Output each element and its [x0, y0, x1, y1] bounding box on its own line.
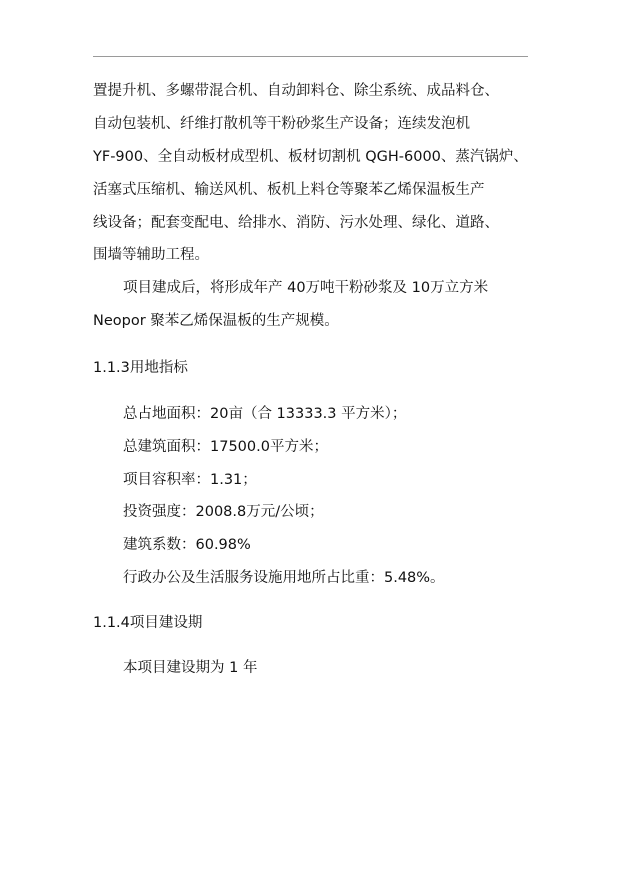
- body-line-5: 线设备；配套变配电、给排水、消防、污水处理、绿化、道路、: [93, 215, 499, 231]
- land-item-plot-ratio: 项目容积率：1.31；: [123, 472, 257, 488]
- section-heading-1-1-3: 1.1.3用地指标: [93, 360, 188, 376]
- summary-line-2: Neopor 聚苯乙烯保温板的生产规模。: [93, 313, 339, 329]
- section-heading-1-1-4: 1.1.4项目建设期: [93, 615, 203, 631]
- land-item-investment-intensity: 投资强度：2008.8万元/公顷；: [123, 504, 324, 520]
- summary-line-1: 项目建成后，将形成年产 40万吨干粉砂浆及 10万立方米: [123, 280, 489, 296]
- header-rule: [93, 56, 528, 57]
- body-line-6: 围墙等辅助工程。: [93, 247, 209, 263]
- land-item-admin-share: 行政办公及生活服务设施用地所占比重：5.48%。: [123, 570, 445, 586]
- land-item-total-area: 总占地面积：20亩（合 13333.3 平方米）；: [123, 406, 407, 422]
- body-line-3: YF-900、全自动板材成型机、板材切割机 QGH-6000、蒸汽锅炉、: [93, 149, 528, 165]
- body-line-1: 置提升机、多螺带混合机、自动卸料仓、除尘系统、成品料仓、: [93, 83, 499, 99]
- land-item-building-coefficient: 建筑系数：60.98%: [123, 537, 251, 553]
- construction-period-text: 本项目建设期为 1 年: [123, 660, 258, 676]
- body-line-4: 活塞式压缩机、输送风机、板机上料仓等聚苯乙烯保温板生产: [93, 182, 485, 198]
- body-line-2: 自动包装机、纤维打散机等干粉砂浆生产设备；连续发泡机: [93, 116, 470, 132]
- land-item-building-area: 总建筑面积：17500.0平方米；: [123, 439, 328, 455]
